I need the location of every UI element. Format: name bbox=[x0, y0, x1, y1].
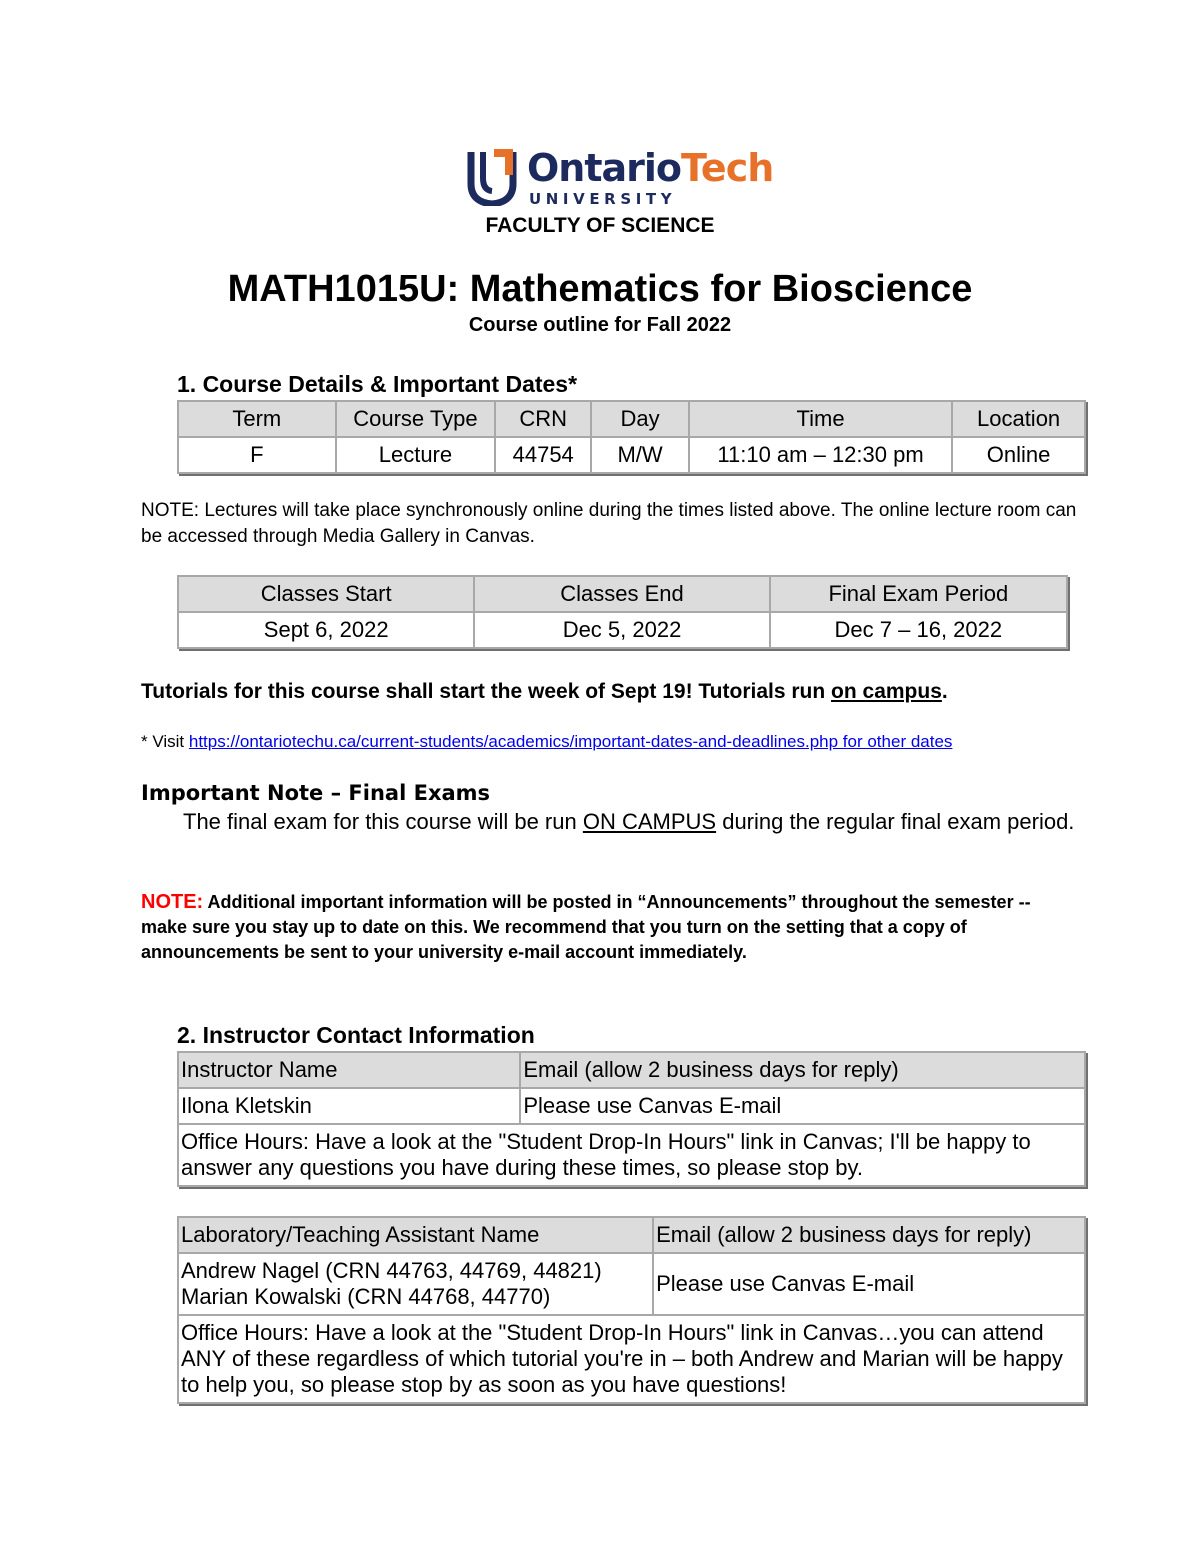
ta-names bbox=[178, 1253, 653, 1315]
important-dates-table bbox=[177, 575, 1068, 649]
instructor-email: Please use Canvas E-mail bbox=[520, 1088, 1085, 1124]
table-row bbox=[178, 1124, 1085, 1186]
ontario-tech-logo bbox=[465, 146, 774, 210]
table-row bbox=[178, 1315, 1085, 1403]
announcements-note bbox=[141, 890, 1066, 965]
table-cell: M/W bbox=[591, 437, 689, 473]
header-cell: Email (allow 2 business days for reply) bbox=[520, 1052, 1085, 1088]
table-cell: 44754 bbox=[495, 437, 591, 473]
table-header-row bbox=[178, 401, 1085, 437]
header-cell: Day bbox=[591, 401, 689, 437]
table-row bbox=[178, 1088, 1085, 1124]
tutorials-note bbox=[141, 680, 948, 704]
header-cell: Term bbox=[178, 401, 336, 437]
instructor-name: Ilona Kletskin bbox=[178, 1088, 520, 1124]
ta-name: Marian Kowalski (CRN 44768, 44770) bbox=[181, 1284, 551, 1309]
note-label: NOTE: bbox=[141, 891, 204, 913]
table-cell: Dec 5, 2022 bbox=[474, 612, 769, 648]
table-header-row bbox=[178, 1052, 1085, 1088]
header-cell: Classes Start bbox=[178, 576, 474, 612]
on-campus-text: on campus bbox=[831, 680, 942, 703]
table-cell: F bbox=[178, 437, 336, 473]
final-exams-heading: Important Note – Final Exams bbox=[141, 781, 491, 805]
logo-wordmark: OntarioTech bbox=[527, 146, 774, 190]
visit-note bbox=[141, 732, 952, 752]
table-cell: Sept 6, 2022 bbox=[178, 612, 474, 648]
table-cell: Dec 7 – 16, 2022 bbox=[770, 612, 1067, 648]
table-header-row bbox=[178, 576, 1067, 612]
header-cell: Laboratory/Teaching Assistant Name bbox=[178, 1217, 653, 1253]
ta-name: Andrew Nagel (CRN 44763, 44769, 44821) bbox=[181, 1258, 602, 1283]
header-cell: Email (allow 2 business days for reply) bbox=[653, 1217, 1085, 1253]
section-2-heading: 2. Instructor Contact Information bbox=[177, 1022, 535, 1048]
instructor-office-hours: Office Hours: Have a look at the "Student Drop-In Hours" link in Canvas; I'll be happy to answer any questions you have during these times, so please stop by. bbox=[178, 1124, 1085, 1186]
header-cell: Instructor Name bbox=[178, 1052, 520, 1088]
page-title: MATH1015U: Mathematics for Bioscience bbox=[227, 268, 973, 310]
final-exams-text bbox=[183, 808, 1083, 835]
table-cell: 11:10 am – 12:30 pm bbox=[689, 437, 952, 473]
tutorials-suffix: . bbox=[941, 680, 948, 703]
visit-prefix: * Visit bbox=[141, 732, 189, 751]
table-header-row bbox=[178, 1217, 1085, 1253]
faculty-name: FACULTY OF SCIENCE bbox=[485, 214, 715, 237]
header-cell: Time bbox=[689, 401, 952, 437]
header-cell: Classes End bbox=[474, 576, 769, 612]
header-cell: Location bbox=[952, 401, 1085, 437]
table-row bbox=[178, 1253, 1085, 1315]
table-cell: Lecture bbox=[336, 437, 496, 473]
table-cell: Online bbox=[952, 437, 1085, 473]
on-campus-emphasis: ON CAMPUS bbox=[582, 809, 717, 834]
course-details-table bbox=[177, 400, 1086, 474]
section-1-heading: 1. Course Details & Important Dates* bbox=[177, 371, 578, 397]
header-cell: Final Exam Period bbox=[770, 576, 1067, 612]
ta-table bbox=[177, 1216, 1086, 1404]
instructor-table bbox=[177, 1051, 1086, 1187]
table-row bbox=[178, 612, 1067, 648]
logo-university: UNIVERSITY bbox=[529, 190, 677, 208]
header-cell: CRN bbox=[495, 401, 591, 437]
important-dates-link[interactable]: https://ontariotechu.ca/current-students/academics/important-dates-and-deadlines.php for other dates bbox=[188, 732, 953, 751]
table-row bbox=[178, 437, 1085, 473]
final-exam-text-b: during the regular final exam period. bbox=[716, 809, 1075, 834]
ta-email: Please use Canvas E-mail bbox=[653, 1253, 1085, 1315]
ta-office-hours: Office Hours: Have a look at the "Student Drop-In Hours" link in Canvas…you can attend ANY of these regardless of which tutorial you're in – both Andrew and Marian will be happy to help you, so please stop by as soon as you have questions! bbox=[178, 1315, 1085, 1403]
page-subtitle: Course outline for Fall 2022 bbox=[468, 314, 732, 336]
announcement-text: Additional important information will be posted in “Announcements” throughout the semester -- make sure you stay up to date on this. We recommend that you turn on the setting that a copy of announcements be sent to your university e-mail account immediately. bbox=[141, 892, 1031, 962]
shield-logo-icon bbox=[467, 148, 517, 206]
final-exam-text-a: The final exam for this course will be run bbox=[183, 809, 583, 834]
tutorials-text: Tutorials for this course shall start the week of Sept 19! Tutorials run bbox=[141, 680, 832, 703]
header-cell: Course Type bbox=[336, 401, 496, 437]
lecture-note: NOTE: Lectures will take place synchronously online during the times listed above. The online lecture room can be accessed through Media Gallery in Canvas. bbox=[141, 500, 1077, 547]
